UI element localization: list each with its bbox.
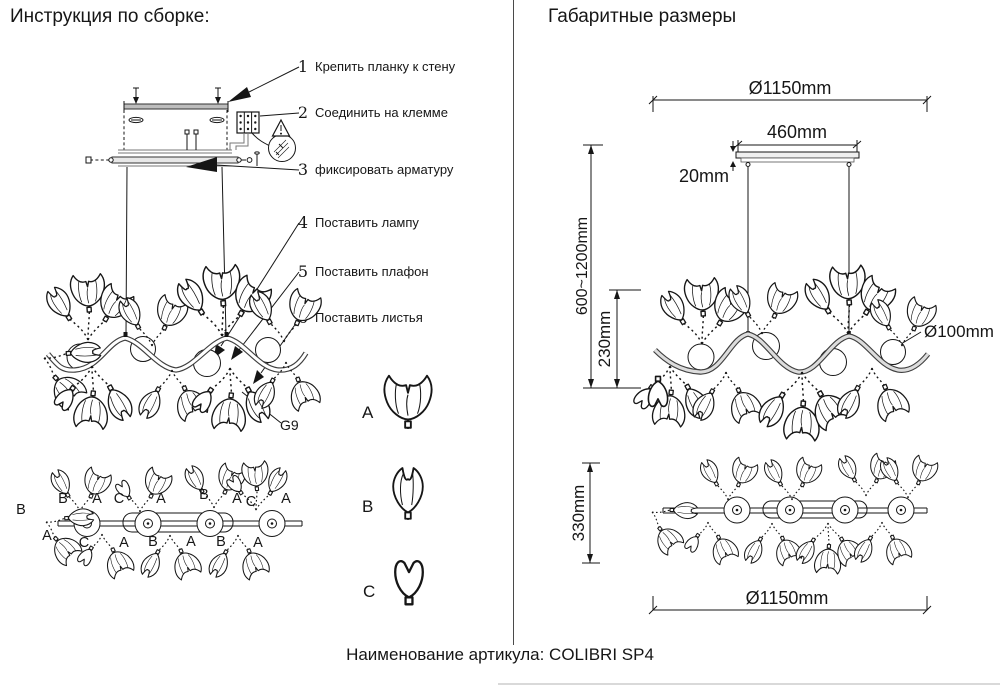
legend-letter-c: C (363, 582, 376, 601)
dim-width-bottom (649, 588, 931, 614)
legend-letter-a: A (362, 403, 374, 422)
parts-legend (362, 376, 432, 605)
dim-height-bottom (569, 463, 600, 563)
part-label: A (42, 528, 52, 544)
part-label: A (119, 535, 129, 551)
footer-article: Наименование артикула: COLIBRI SP4 (346, 645, 654, 664)
dim-label-plate: 460mm (766, 122, 828, 142)
part-label: B (148, 534, 158, 550)
bottom-view-left (16, 460, 302, 580)
legend-letter-b: B (362, 497, 374, 516)
dim-width-top (649, 78, 931, 112)
bottom-view-right (636, 452, 939, 574)
part-label: A (186, 534, 196, 550)
dim-label-width-bottom: Ø1150mm (745, 588, 829, 608)
part-label: B (216, 534, 226, 550)
dim-label-width-top: Ø1150mm (748, 78, 832, 98)
socket-label: G9 (280, 417, 299, 433)
step-label: Поставить лампу (315, 215, 419, 230)
part-label: A (253, 535, 263, 551)
part-label: A (92, 491, 102, 507)
part-label: B (199, 487, 209, 503)
dim-label-suspension: 600~1200mm (574, 216, 591, 316)
step-number: 2 (297, 103, 309, 122)
dim-label-thickness: 20mm (678, 166, 729, 186)
step-labels (280, 57, 456, 433)
part-label: A (156, 491, 166, 507)
right-panel-title: Габаритные размеры (548, 6, 737, 27)
side-view-right (632, 265, 938, 441)
step-number: 5 (297, 262, 309, 281)
part-label: C (78, 535, 90, 551)
step-label: Соединить на клемме (315, 105, 448, 120)
part-label: C (113, 491, 125, 507)
part-label: A (281, 491, 291, 507)
dim-label-shade: Ø100mm (924, 322, 994, 341)
lamp-positions (74, 511, 285, 537)
step-number: 1 (297, 57, 309, 76)
dim-thickness (679, 141, 736, 186)
dim-body (583, 290, 641, 388)
part-label: C (245, 494, 257, 510)
ceiling-plate (736, 152, 859, 336)
side-view-left (27, 264, 323, 431)
step-number: 3 (297, 160, 309, 179)
part-label: A (232, 491, 242, 507)
step-number: 4 (297, 213, 309, 232)
dim-label-body: 230mm (595, 310, 614, 368)
step-label: фиксировать арматуру (315, 162, 454, 177)
step-label: Поставить плафон (315, 264, 429, 279)
terminal-block (237, 112, 259, 133)
step-label: Крепить планку к стену (315, 59, 456, 74)
wire-detail (269, 120, 296, 162)
dim-plate (734, 122, 861, 152)
part-label: B (16, 502, 26, 518)
left-panel-title: Инструкция по сборке: (10, 6, 210, 27)
step-label: Поставить листья (315, 310, 423, 325)
dim-label-height-bottom: 330mm (569, 484, 588, 542)
part-label: B (58, 491, 68, 507)
